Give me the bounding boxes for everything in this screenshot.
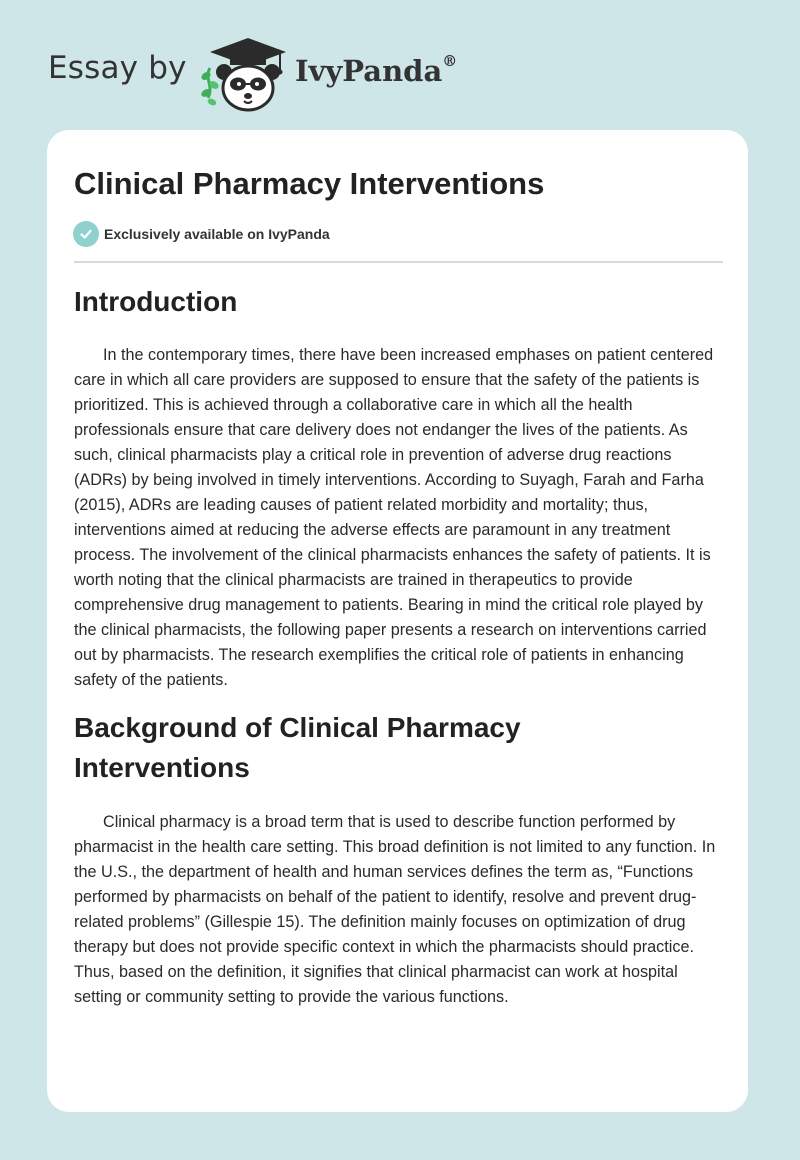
divider xyxy=(74,261,723,263)
section-heading-background: Background of Clinical Pharmacy Interventions xyxy=(74,712,521,783)
panda-logo-icon[interactable] xyxy=(200,36,290,114)
exclusive-badge xyxy=(73,221,330,247)
brand-name[interactable]: IvyPanda® xyxy=(295,52,458,88)
essay-by-label: Essay by xyxy=(48,50,187,86)
essay-card xyxy=(47,130,748,1112)
paragraph-introduction: In the contemporary times, there have been increased emphases on patient centered care in which all care providers are supposed to ensure that the safety of the patients is prioritized. This is achieved through a collaborative care in which all the health professionals ensure that care delivery does not endanger the lives of the patients. As such, clinical pharmacists play a critical role in prevention of adverse drug reactions (ADRs) by being involved in timely interventions. According to Suyagh, Farah and Farha (2015), ADRs are leading causes of patient related morbidity and mortality; thus, interventions aimed at reducing the adverse effects are paramount in any treatment process. The involvement of the clinical pharmacists enhances the safety of patients. It is worth noting that the clinical pharmacists are trained in therapeutics to provide comprehensive drug management to patients. Bearing in mind the critical role played by the clinical pharmacists, the following paper presents a research on interventions carried out by pharmacists. The research exemplifies the critical role of patients in enhancing safety of the patients. xyxy=(74,346,714,689)
check-icon xyxy=(73,221,99,247)
paragraph-background: Clinical pharmacy is a broad term that is used to describe function performed by pharmacist in the health care setting. This broad definition is not limited to any function. In the U.S., the department of health and human services defines the term as, “Functions performed by pharmacists on behalf of the patient to identify, resolve and prevent drug-related problems” (Gillespie 15). The definition mainly focuses on optimization of drug therapy but does not provide specific context in which the pharmacists should practice. Thus, based on the definition, it signifies that clinical pharmacist can work at hospital setting or community setting to provide the various functions. xyxy=(74,813,716,1006)
page-title: Clinical Pharmacy Interventions xyxy=(74,166,545,201)
section-heading-introduction: Introduction xyxy=(74,286,238,317)
site-header xyxy=(48,28,748,114)
exclusive-label: Exclusively available on IvyPanda xyxy=(104,226,330,242)
